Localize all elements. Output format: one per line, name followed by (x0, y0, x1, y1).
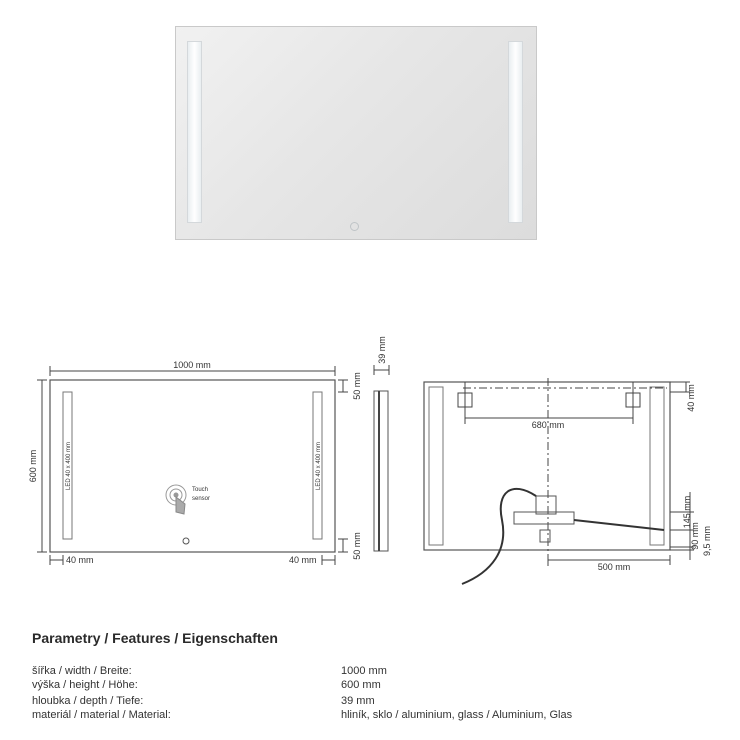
dim-margin-right: 40 mm (289, 555, 317, 565)
dim-back-top: 40 mm (686, 384, 696, 412)
spec-value: 600 mm (341, 679, 381, 691)
dim-width: 1000 mm (173, 360, 211, 370)
spec-key: hloubka / depth / Tiefe: (32, 695, 144, 707)
dim-back-145: 145 mm (682, 495, 692, 529)
touch-label-2: sensor (192, 496, 211, 502)
dim-depth: 39 mm (377, 336, 387, 364)
dim-height: 600 mm (28, 449, 38, 483)
dim-back-9-5: 9,5 mm (702, 525, 712, 557)
spec-key: materiál / material / Material: (32, 709, 171, 721)
touch-sensor-dot (350, 222, 359, 231)
dim-back-bottom: 500 mm (597, 562, 631, 572)
touch-label-1: Touch (192, 487, 209, 493)
dim-margin-bottom: 50 mm (352, 532, 362, 560)
features-title: Parametry / Features / Eigenschaften (32, 630, 278, 646)
led-label-left: LED 40 x 400 mm (66, 441, 72, 491)
mirror-photo (175, 26, 537, 240)
spec-value: 1000 mm (341, 665, 387, 677)
dim-back-hooks: 680 mm (531, 420, 565, 430)
technical-drawing (0, 330, 740, 600)
front-view-frame (50, 380, 335, 552)
led-strip-right (508, 41, 523, 223)
led-strip-left (187, 41, 202, 223)
spec-key: šířka / width / Breite: (32, 665, 132, 677)
side-view (374, 391, 388, 551)
led-label-right: LED 40 x 400 mm (316, 441, 322, 491)
spec-value: hliník, sklo / aluminium, glass / Aluminium, Glas (341, 709, 573, 721)
spec-key: výška / height / Höhe: (32, 679, 138, 691)
dim-margin-left: 40 mm (66, 555, 94, 565)
dim-margin-top: 50 mm (352, 372, 362, 400)
dim-back-90: 90 mm (690, 522, 700, 550)
spec-value: 39 mm (341, 695, 375, 707)
